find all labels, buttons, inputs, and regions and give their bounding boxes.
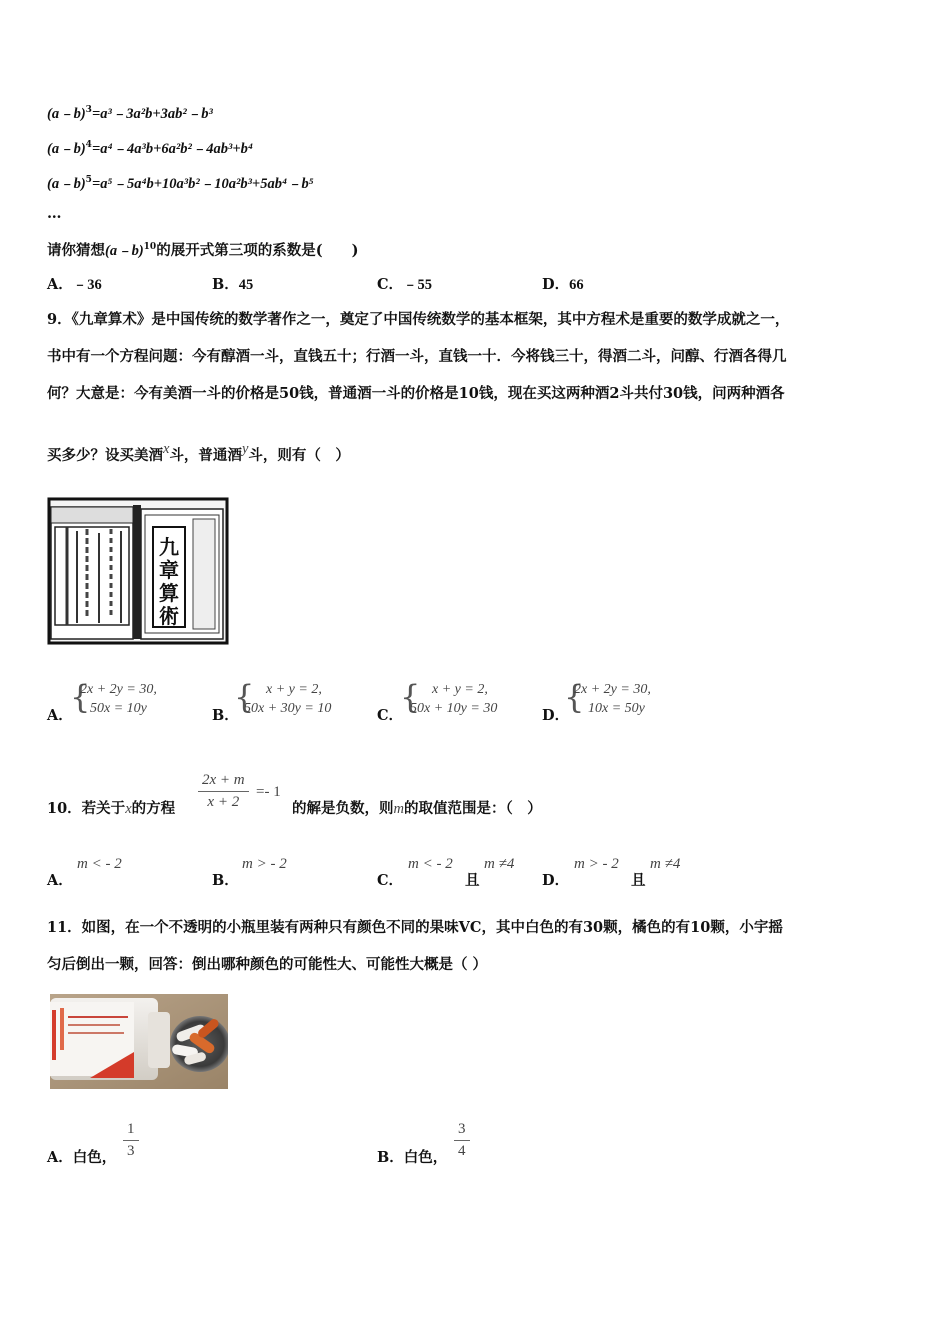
q10-option-d-cond2[interactable]: m ≠4 bbox=[650, 856, 681, 872]
q10-stem-left: 10．若关于x的方程 bbox=[47, 800, 176, 817]
q9-option-b-label[interactable]: B． bbox=[212, 707, 239, 724]
expansion-fourth: (a﹣b)$^4$=a⁴﹣4a³b+6a²b²﹣4ab³+b⁴ bbox=[47, 140, 253, 157]
book-title-char-3: 算 bbox=[159, 581, 179, 605]
q9-option-d-brace: { bbox=[564, 678, 585, 716]
ellipsis: … bbox=[47, 205, 62, 222]
q11-option-b-fraction: $\frac{3}{4}$ bbox=[454, 1121, 470, 1160]
q10-option-c-cond2[interactable]: m ≠4 bbox=[484, 856, 515, 872]
book-title-lettering bbox=[159, 535, 179, 628]
q9-option-a-brace: { bbox=[70, 678, 91, 716]
q8-option-c[interactable]: C．﹣55 bbox=[377, 276, 433, 293]
q8-stem: 请你猜想(a﹣b)$^{10}$的展开式第三项的系数是( ) bbox=[47, 242, 359, 259]
q11-option-a[interactable]: A．白色， bbox=[47, 1149, 117, 1166]
q10-option-c-conj: 且 bbox=[465, 872, 480, 889]
q8-option-a[interactable]: A．﹣36 bbox=[47, 276, 102, 293]
q9-option-c-brace: { bbox=[400, 678, 421, 716]
q9-line-3: 何？大意是：今有美酒一斗的价格是50钱，普通酒一斗的价格是10钱，现在买这两种酒2斗共付30钱，问两种酒各 bbox=[47, 385, 785, 402]
q10-option-a-label[interactable]: A． bbox=[47, 872, 73, 889]
q9-option-b-system[interactable]: x + y = 2, 50x + 30y = 10 bbox=[244, 682, 332, 716]
book-title-char-2: 章 bbox=[159, 558, 179, 582]
q11-option-a-fraction: $\frac{1}{3}$ bbox=[123, 1121, 139, 1160]
q9-option-c-system[interactable]: x + y = 2, 50x + 10y = 30 bbox=[410, 682, 498, 716]
book-image bbox=[47, 497, 229, 645]
q9-line-4: 买多少？设买美酒x斗，普通酒y斗，则有（ ） bbox=[47, 441, 350, 464]
book-title-char-4: 術 bbox=[159, 604, 179, 628]
q9-line-2: 书中有一个方程问题：今有醇酒一斗，直钱五十；行酒一斗，直钱一十．今将钱三十，得酒二斗，问醇、行酒各得几 bbox=[47, 348, 787, 365]
q10-fraction: $\frac{2x + m}{x + 2}$ bbox=[198, 772, 249, 811]
pill-bottle-image bbox=[50, 994, 228, 1089]
q10-option-d-conj: 且 bbox=[631, 872, 646, 889]
q9-option-d-label[interactable]: D． bbox=[542, 707, 570, 724]
expansion-cube: (a﹣b)$^3$=a³﹣3a²b+3ab²﹣b³ bbox=[47, 105, 213, 122]
book-title-char-1: 九 bbox=[159, 535, 179, 559]
q10-option-a-cond[interactable]: m < - 2 bbox=[77, 856, 122, 872]
q8-option-b[interactable]: B．45 bbox=[212, 276, 254, 293]
q9-option-b-brace: { bbox=[234, 678, 255, 716]
q10-option-b-cond[interactable]: m > - 2 bbox=[242, 856, 287, 872]
q9-option-a-label[interactable]: A． bbox=[47, 707, 73, 724]
q10-option-b-label[interactable]: B． bbox=[212, 872, 239, 889]
q10-stem-right: 的解是负数，则m的取值范围是：（ ） bbox=[292, 800, 542, 817]
q10-rhs: =- 1 bbox=[256, 784, 281, 800]
q10-option-d-label[interactable]: D． bbox=[542, 872, 570, 889]
q8-option-d[interactable]: D．66 bbox=[542, 276, 584, 293]
q9-option-d-system[interactable]: 2x + 2y = 30, 10x = 50y bbox=[574, 682, 651, 716]
q9-option-c-label[interactable]: C． bbox=[377, 707, 404, 724]
q10-option-c-label[interactable]: C． bbox=[377, 872, 404, 889]
q11-line-2: 匀后倒出一颗，回答：倒出哪种颜色的可能性大、可能性大概是（ ） bbox=[47, 956, 488, 973]
expansion-fifth: (a﹣b)$^5$=a⁵﹣5a⁴b+10a³b²﹣10a²b³+5ab⁴﹣b⁵ bbox=[47, 175, 314, 192]
q9-line-1: 9．《九章算术》是中国传统的数学著作之一，奠定了中国传统数学的基本框架，其中方程术是重要的数学成就之一， bbox=[47, 311, 790, 328]
q11-line-1: 11．如图，在一个不透明的小瓶里装有两种只有颜色不同的果味VC，其中白色的有30颗，橘色的有10颗，小宇摇 bbox=[47, 919, 783, 936]
q11-option-b[interactable]: B．白色， bbox=[377, 1149, 448, 1166]
q9-option-a-system[interactable]: 2x + 2y = 30, 50x = 10y bbox=[80, 682, 157, 716]
q10-option-c-cond[interactable]: m < - 2 bbox=[408, 856, 453, 872]
q10-option-d-cond[interactable]: m > - 2 bbox=[574, 856, 619, 872]
